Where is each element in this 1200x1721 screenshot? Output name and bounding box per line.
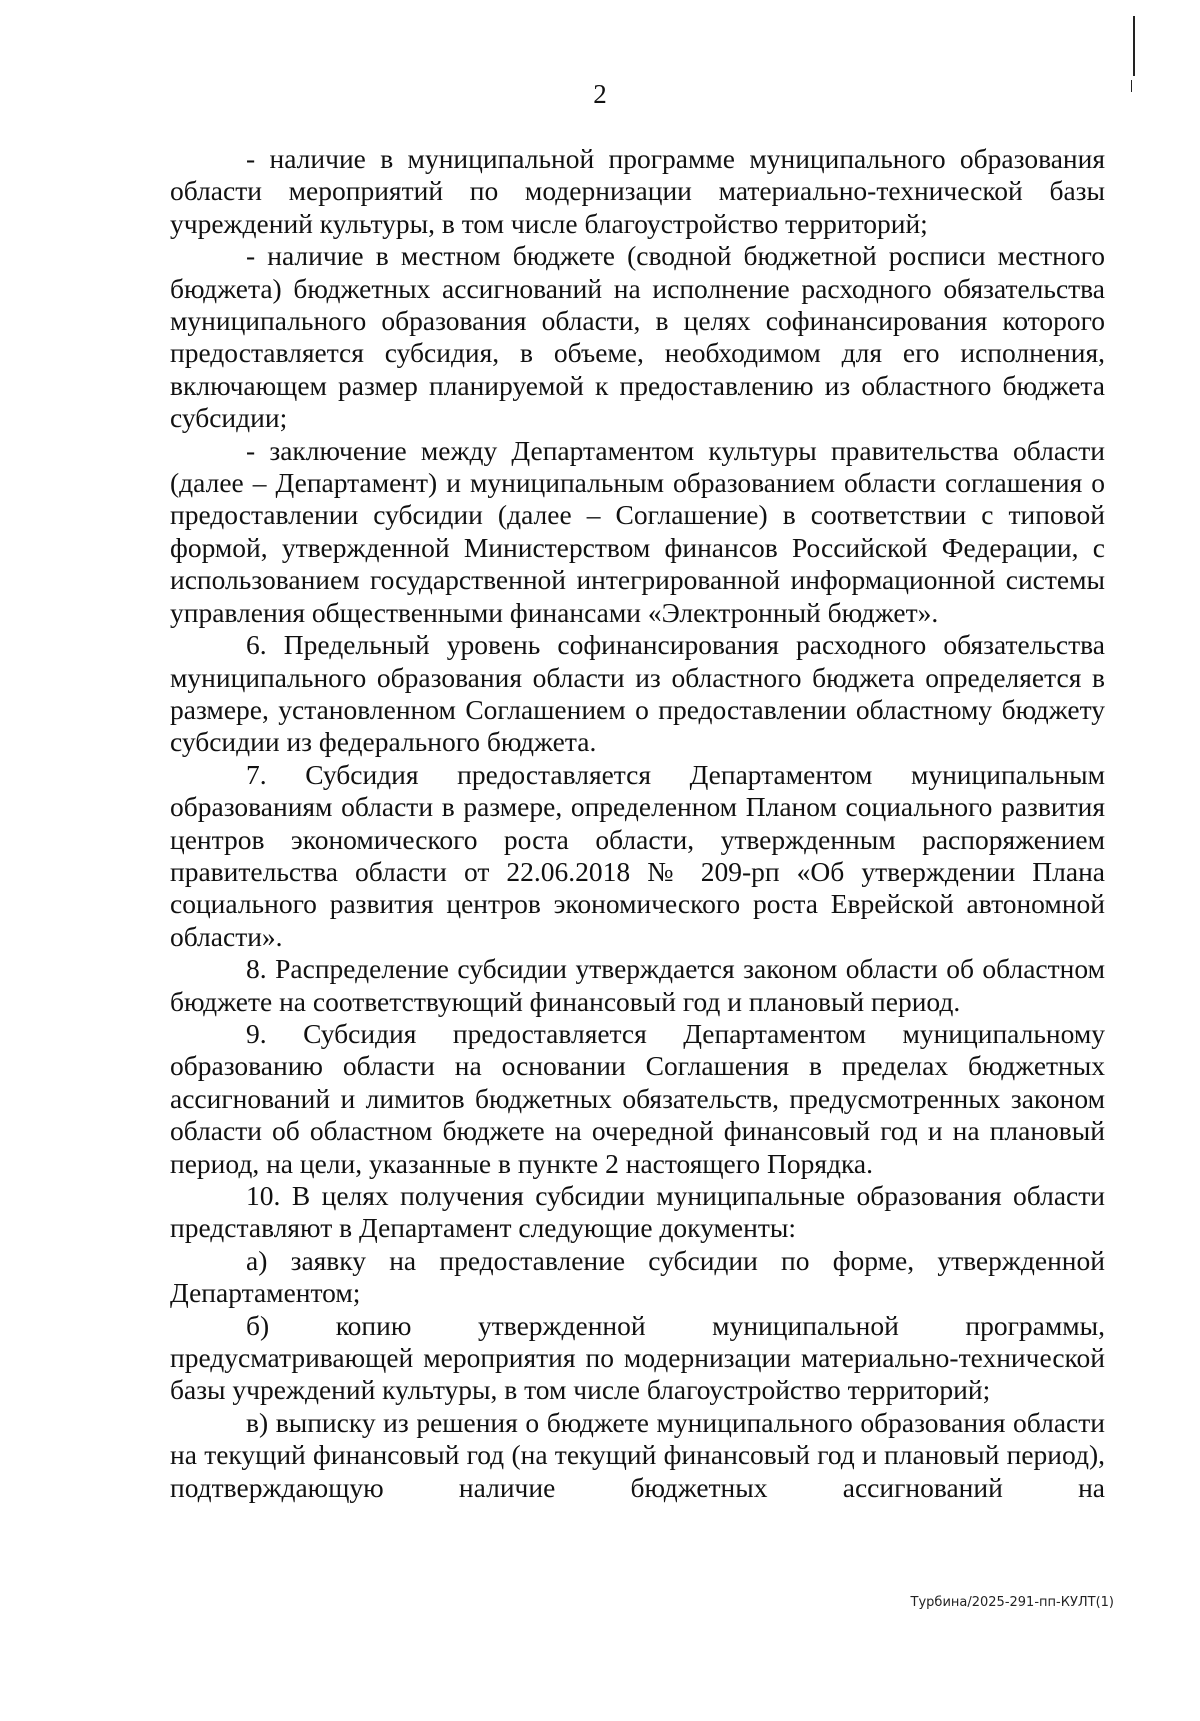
document-body	[170, 143, 1105, 1504]
paragraph: 7. Субсидия предоставляется Департаментом муниципальным образованиям области в размере, определенном Планом социального развития центров экономического роста области, утвержденным распоряжением правительства области от 22.06.2018 № 209-рп «Об утверждении Плана социального развития центров экономического роста Еврейской автономной области».	[170, 758, 1105, 952]
paragraph: 10. В целях получения субсидии муниципальные образования области представляют в Департамент следующие документы:	[170, 1180, 1105, 1244]
document-code: Турбина/2025-291-пп-КУЛТ(1)	[910, 1595, 1114, 1610]
list-item: б) копию утвержденной муниципальной программы, предусматривающей мероприятия по модернизации материально-технической базы учреждений культуры, в том числе благоустройство территорий;	[170, 1309, 1105, 1406]
paragraph: 8. Распределение субсидии утверждается законом области об областном бюджете на соответствующий финансовый год и плановый период.	[170, 953, 1105, 1017]
page-number: 2	[593, 79, 607, 109]
paragraph: 6. Предельный уровень софинансирования расходного обязательства муниципального образования области из областного бюджета определяется в размере, установленном Соглашением о предоставлении областному бюджету субсидии из федерального бюджета.	[170, 629, 1105, 758]
paragraph: - наличие в местном бюджете (сводной бюджетной росписи местного бюджета) бюджетных ассигнований на исполнение расходного обязательства муниципального образования области, в целях софинансирования которого предоставляется субсидия, в объеме, необходимом для его исполнения, включающем размер планируемой к предоставлению из областного бюджета субсидии;	[170, 240, 1105, 434]
list-item: в) выписку из решения о бюджете муниципального образования области на текущий финансовый год (на текущий финансовый год и плановый период), подтверждающую наличие бюджетных ассигнований на	[170, 1406, 1105, 1503]
scan-margin-line	[1133, 16, 1135, 76]
paragraph: 9. Субсидия предоставляется Департаментом муниципальному образованию области на основании Соглашения в пределах бюджетных ассигнований и лимитов бюджетных обязательств, предусмотренных законом области об областном бюджете на очередной финансовый год и на плановый период, на цели, указанные в пункте 2 настоящего Порядка.	[170, 1017, 1105, 1179]
paragraph: - заключение между Департаментом культуры правительства области (далее – Департамент) и муниципальным образованием области соглашения о предоставлении субсидии (далее – Соглашение) в соответствии с типовой формой, утвержденной Министерством финансов Российской Федерации, с использованием государственной интегрированной информационной системы управления общественными финансами «Электронный бюджет».	[170, 434, 1105, 628]
paragraph: - наличие в муниципальной программе муниципального образования области мероприятий по модернизации материально-технической базы учреждений культуры, в том числе благоустройство территорий;	[170, 143, 1105, 239]
list-item: а) заявку на предоставление субсидии по форме, утвержденной Департаментом;	[170, 1244, 1105, 1309]
